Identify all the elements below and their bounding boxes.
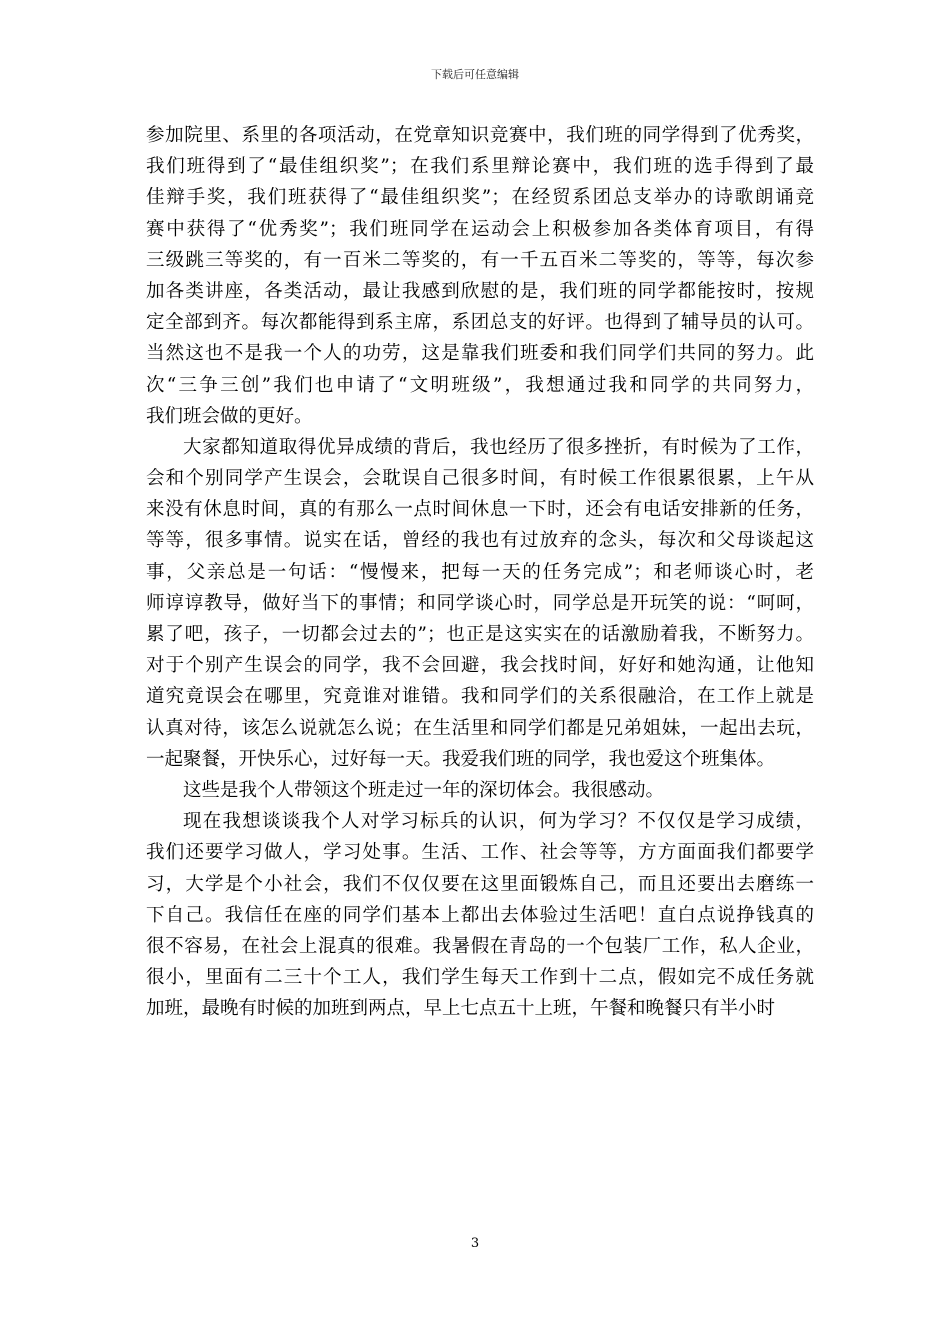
text-line: 参加院里、系里的各项活动，在党章知识竞赛中，我们班的同学得到了优秀奖，: [146, 125, 814, 146]
page-number: 3: [470, 1236, 480, 1251]
text-line: 习，大学是个小社会，我们不仅仅要在这里面锻炼自己，而且还要出去磨练一: [146, 873, 814, 895]
text-line: 现在我想谈谈我个人对学习标兵的认识，何为学习？不仅仅是学习成绩，: [183, 811, 814, 833]
text-line: 很小，里面有二三十个工人，我们学生每天工作到十二点，假如完不成任务就: [146, 967, 814, 989]
text-line: 等等，很多事情。说实在话，曾经的我也有过放弃的念头，每次和父母谈起这: [146, 530, 814, 552]
text-line: 佳辩手奖，我们班获得了“最佳组织奖”；在经贸系团总支举办的诗歌朗诵竞: [146, 187, 814, 209]
paragraph: [146, 775, 814, 806]
text-line: 对于个别产生误会的同学，我不会回避，我会找时间，好好和她沟通，让他知: [146, 655, 814, 677]
text-line: 我们班得到了“最佳组织奖”；在我们系里辩论赛中，我们班的选手得到了最: [146, 156, 814, 178]
paragraph: [146, 120, 814, 432]
text-line: 我们班会做的更好。: [146, 405, 313, 427]
paragraph: [146, 432, 814, 775]
text-line: 次“三争三创”我们也申请了“文明班级”，我想通过我和同学的共同努力，: [146, 374, 814, 396]
text-line: 下自己。我信任在座的同学们基本上都出去体验过生活吧！直白点说挣钱真的: [146, 904, 814, 926]
text-line: 道究竟误会在哪里，究竟谁对谁错。我和同学们的关系很融洽，在工作上就是: [146, 686, 814, 708]
text-line: 累了吧，孩子，一切都会过去的”；也正是这实实在的话激励着我，不断努力。: [146, 624, 814, 645]
text-line: 事，父亲总是一句话：“慢慢来，把每一天的任务完成”；和老师谈心时，老: [146, 561, 814, 583]
text-line: 三级跳三等奖的，有一百米二等奖的，有一千五百米二等奖的，等等，每次参: [146, 249, 814, 271]
paragraph: [146, 806, 814, 1024]
text-line: 加各类讲座，各类活动，最让我感到欣慰的是，我们班的同学都能按时，按规: [146, 280, 814, 302]
page-header: 下载后可任意编辑: [431, 68, 519, 81]
text-line: 会和个别同学产生误会，会耽误自己很多时间，有时候工作很累很累，上午从: [146, 468, 814, 490]
text-line: 我们还要学习做人，学习处事。生活、工作、社会等等，方方面面我们都要学: [146, 842, 814, 864]
text-line: 大家都知道取得优异成绩的背后，我也经历了很多挫折，有时候为了工作，: [183, 436, 814, 458]
document-body: [146, 120, 814, 1024]
text-line: 定全部到齐。每次都能得到系主席，系团总支的好评。也得到了辅导员的认可。: [146, 312, 814, 334]
text-line: 很不容易，在社会上混真的很难。我暑假在青岛的一个包装厂工作，私人企业，: [146, 935, 814, 957]
text-line: 赛中获得了“优秀奖”；我们班同学在运动会上积极参加各类体育项目，有得: [146, 218, 814, 240]
text-line: 加班，最晚有时候的加班到两点，早上七点五十上班，午餐和晚餐只有半小时: [146, 998, 776, 1020]
text-line: 当然这也不是我一个人的功劳，这是靠我们班委和我们同学们共同的努力。此: [146, 343, 814, 365]
text-line: 来没有休息时间，真的有那么一点时间休息一下时，还会有电话安排新的任务，: [146, 499, 814, 521]
text-line: 认真对待，该怎么说就怎么说；在生活里和同学们都是兄弟姐妹，一起出去玩，: [146, 717, 814, 739]
text-line: 一起聚餐，开快乐心，过好每一天。我爱我们班的同学，我也爱这个班集体。: [146, 748, 776, 770]
text-line: 师谆谆教导，做好当下的事情；和同学谈心时，同学总是开玩笑的说：“呵呵，: [146, 592, 814, 614]
text-line: 这些是我个人带领这个班走过一年的深切体会。我很感动。: [183, 779, 665, 801]
